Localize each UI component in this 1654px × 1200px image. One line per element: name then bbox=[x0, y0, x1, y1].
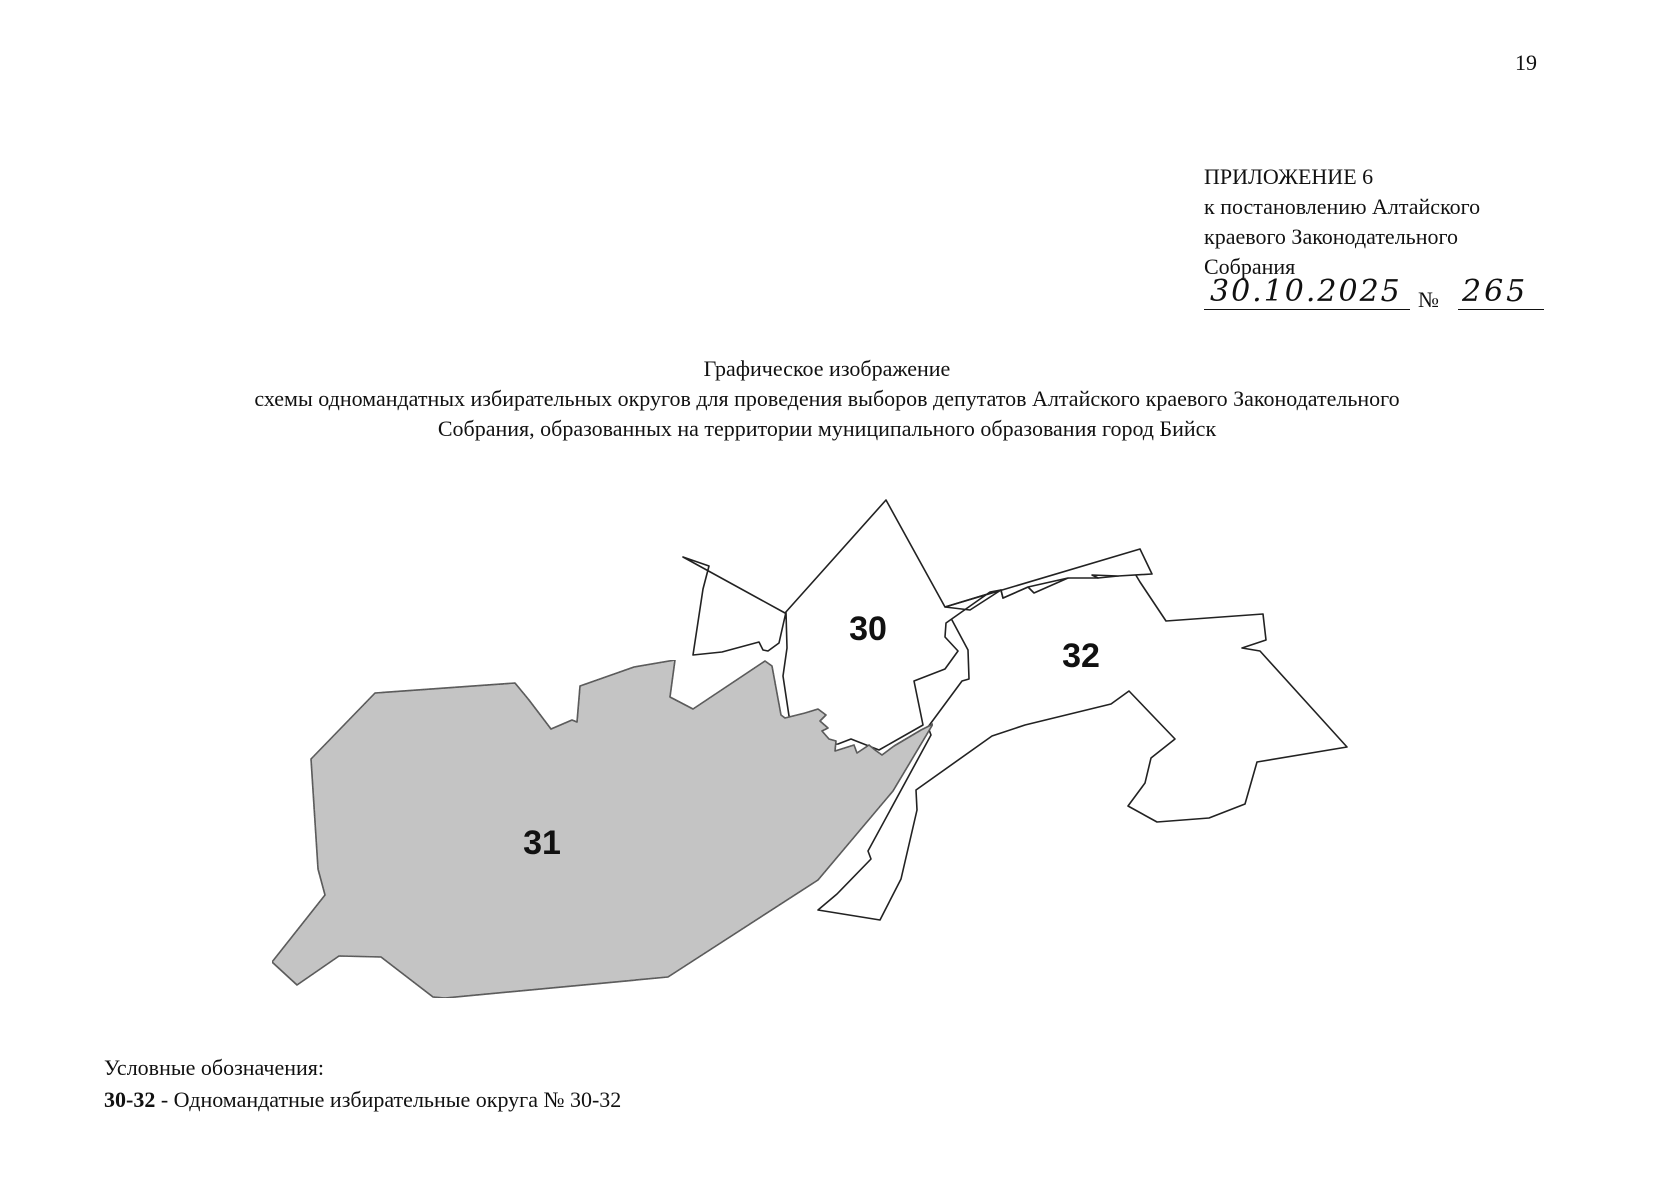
legend-entry bbox=[104, 1084, 621, 1116]
legend-separator: - bbox=[155, 1087, 174, 1112]
document-title bbox=[100, 354, 1554, 444]
appendix-header bbox=[1204, 162, 1480, 282]
number-sign: № bbox=[1418, 287, 1439, 312]
district-30-label: 30 bbox=[849, 610, 887, 648]
title-line: Собрания, образованных на территории муниципального образования город Бийск bbox=[437, 416, 1217, 441]
legend-code: 30-32 bbox=[104, 1087, 156, 1112]
legend-description: Одномандатные избирательные округа № 30-32 bbox=[173, 1087, 622, 1112]
number-underline bbox=[1458, 309, 1544, 310]
appendix-line: краевого Законодательного bbox=[1204, 224, 1458, 249]
page-number: 19 bbox=[1515, 50, 1537, 75]
title-line: Графическое изображение bbox=[703, 356, 951, 381]
district-32-label: 32 bbox=[1062, 637, 1100, 675]
title-line: схемы одномандатных избирательных округов для проведения выборов депутатов Алтайского краевого Законодательного bbox=[254, 386, 1400, 411]
date-underline bbox=[1204, 309, 1410, 310]
appendix-line: Собрания bbox=[1204, 254, 1296, 279]
legend-heading: Условные обозначения: bbox=[104, 1055, 325, 1080]
resolution-date-number bbox=[1204, 274, 1544, 320]
district-map bbox=[0, 480, 1654, 1040]
appendix-line: к постановлению Алтайского bbox=[1204, 194, 1481, 219]
appendix-heading: ПРИЛОЖЕНИЕ 6 bbox=[1204, 164, 1374, 189]
handwritten-date: 30.10.2025 bbox=[1210, 274, 1402, 309]
legend bbox=[104, 1052, 621, 1116]
district-31-label: 31 bbox=[523, 824, 561, 862]
handwritten-number: 265 bbox=[1462, 274, 1529, 309]
